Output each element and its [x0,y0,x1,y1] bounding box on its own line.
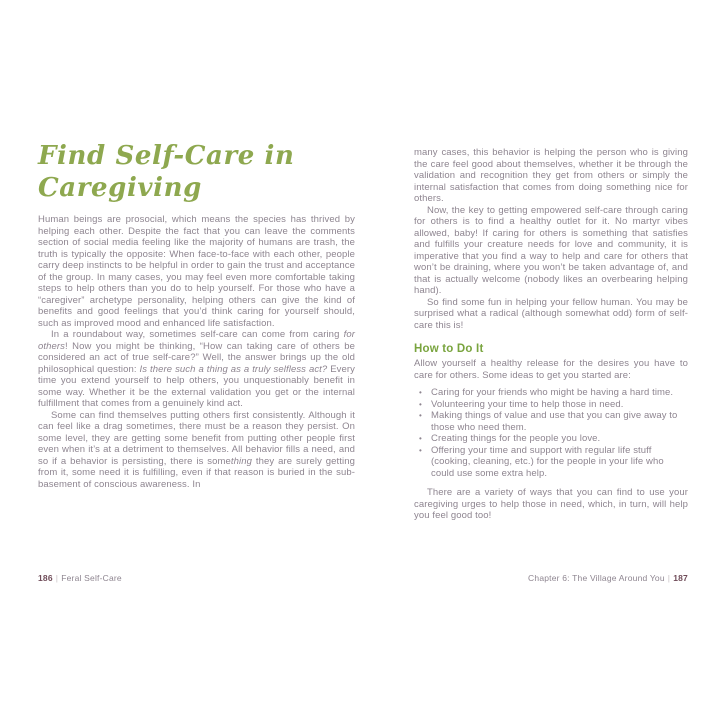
book-title: Feral Self-Care [61,573,122,583]
list-item [414,399,688,411]
section-title [38,140,355,204]
left-paragraph-1: Human beings are prosocial, which means the species has thrived by helping each other. Despite the fact that you can leave the comments section of social media feeling like the majority of humans are trash, the truth is typically the opposite: When face-to-face with each other, people carry deep instincts to be helpful in order to gain the trust and acceptance of the group. In many cases, you may feel even more comfortable taking steps to help others than you do to help yourself. For those who have a “caregiver” archetype personality, helping others can give the kind of benefits and good feelings that you’d think caring for yourself should, such as improved mood and enhanced life satisfaction. [38,214,355,329]
chapter-title: Chapter 6: The Village Around You [528,573,665,583]
emphasized-text: thing [230,455,253,467]
list-item-text: Offering your time and support with regular life stuff (cooking, cleaning, etc.) for the people in your life who could use some extra help. [431,444,664,479]
emphasized-text: for others [38,329,355,352]
paragraph-text: ! Now you might be thinking, “How can taking care of others be considered an act of true self-care?” Well, the answer brings up the old philosophical question: [38,340,355,375]
right-page-number: 187 [673,573,688,583]
right-page-footer [528,573,688,583]
list-item [414,433,688,445]
right-paragraph-4: Allow yourself a healthy release for the desires you have to care for others. Some ideas to get you started are: [414,358,688,381]
left-page-number: 186 [38,573,53,583]
left-paragraph-3 [38,410,355,491]
list-item-text: Making things of value and use that you can give away to those who need them. [431,410,678,433]
right-paragraph-2: Now, the key to getting empowered self-care through caring for others is to find a healthy outlet for it. No martyr vibes allowed, baby! If caring for others is something that satisfies and fulfills your creature needs for love and community, it is imperative that you find a way to help and care for others that won’t be draining, where you won’t be taken advantage of, and that is actually welcome (nobody likes an overbearing helping hand). [414,204,688,296]
list-item-text: Caring for your friends who might be having a hard time. [431,387,674,398]
paragraph-text: In a roundabout way, sometimes self-care can come from caring [51,329,344,340]
how-to-do-it-heading: How to Do It [414,343,484,355]
footer-divider: | [667,573,671,583]
list-item [414,410,688,433]
right-page [414,147,688,522]
emphasized-text: Is there such a thing as a truly selfless act? [139,363,328,375]
right-paragraph-3: So find some fun in helping your fellow human. You may be surprised what a radical (although somewhat odd) form of self-care this is! [414,296,688,331]
right-paragraph-5: There are a variety of ways that you can find to use your caregiving urges to help those in need, which, in turn, will help you feel good too! [414,487,688,521]
footer-divider: | [55,573,59,583]
left-page [38,140,355,490]
right-paragraph-1: many cases, this behavior is helping the person who is giving the care feel good about themselves, whether it be through the validation and recognition they get from others or simply the internal satisfaction that comes from doing something nice for others. [414,147,688,204]
section-title-line-2: Caregiving [38,173,202,203]
list-item [414,387,688,399]
left-page-footer [38,573,122,583]
list-item [414,445,688,480]
section-title-line-1: Find Self-Care in [38,141,295,171]
paragraph-text: Every time you extend yourself to help others, you unquestionably benefit in some way. Whether it be the external validation you get or the internal fulfillment that comes from a genuinely kind act. [38,363,355,409]
list-item-text: Volunteering your time to help those in need. [431,398,624,410]
idea-list [414,387,688,479]
list-item-text: Creating things for the people you love. [431,433,601,444]
paragraph-text: Some can find themselves putting others first consistently. Although it can feel like a drag sometimes, there must be a reason they persist. On some level, they are getting some benefit from putting other people first even when it’s at a detriment to themselves. All behavior fills a need, and so if a behavior is persisting, there is some [38,409,355,467]
paragraph-text: they are surely getting from it, some need it is fulfilling, even if that reason is buried in the sub-basement of conscious awareness. In [38,455,355,490]
left-paragraph-2 [38,329,355,410]
